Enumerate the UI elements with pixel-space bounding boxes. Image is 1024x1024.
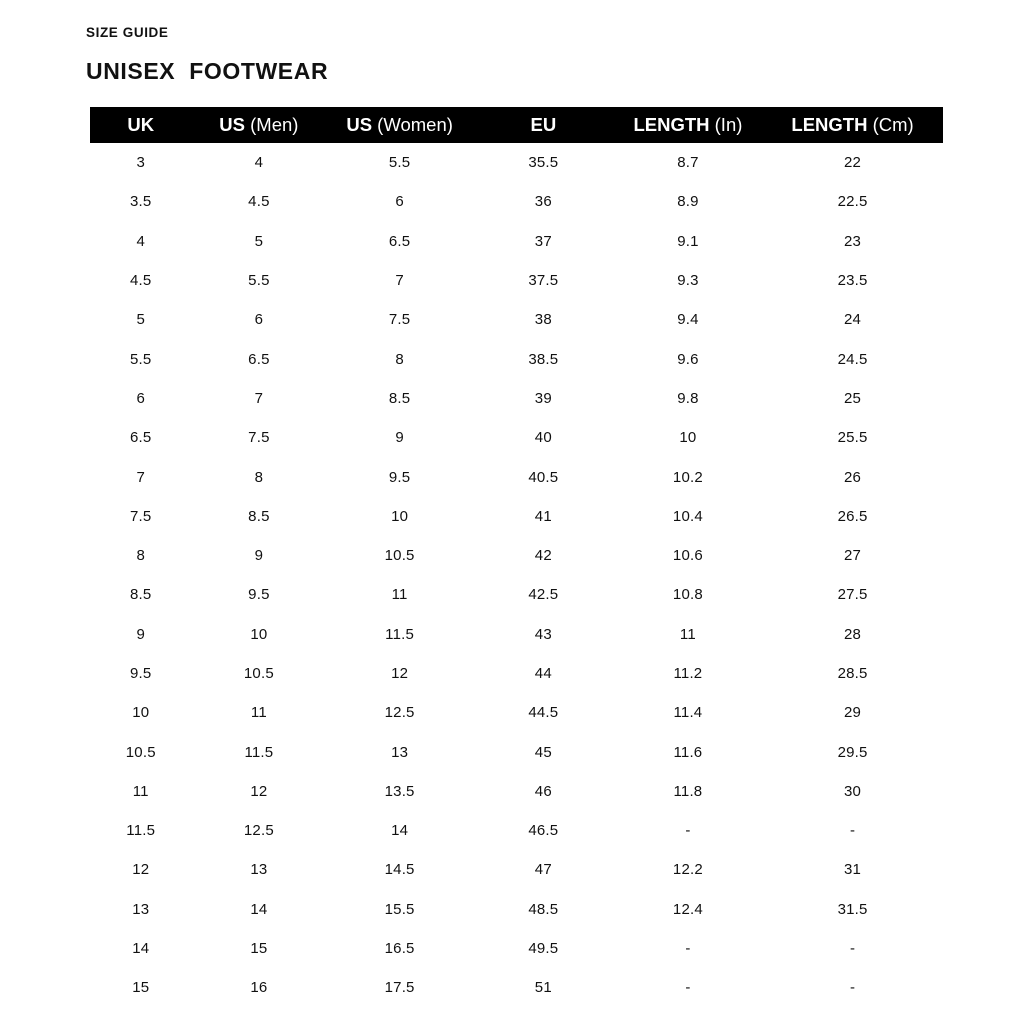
page-title: UNISEX FOOTWEAR <box>86 58 329 84</box>
cell-length-cm: 23 <box>844 232 862 250</box>
cell-eu: 40 <box>534 429 552 447</box>
cell-us-women: 10 <box>391 507 409 525</box>
cell-us-men: 10 <box>250 625 268 643</box>
cell-length-in: 9.8 <box>677 389 699 407</box>
cell-length-cm: 31.5 <box>837 900 868 918</box>
cell-length-cm: 27 <box>844 547 862 565</box>
table-row <box>90 497 943 536</box>
col-header-length-in <box>614 107 762 143</box>
cell-uk: 15 <box>132 979 150 997</box>
cell-us-men: 6.5 <box>248 350 270 368</box>
cell-length-cm: 24 <box>844 311 862 329</box>
cell-length-cm: 22.5 <box>837 193 868 211</box>
cell-length-in: - <box>685 979 691 997</box>
cell-length-in: 8.9 <box>677 193 699 211</box>
cell-uk: 7.5 <box>130 507 152 525</box>
cell-us-men: 11.5 <box>244 743 274 761</box>
cell-us-women: 14.5 <box>384 861 415 879</box>
table-row <box>90 418 943 457</box>
col-header-us-men-regular: (Men) <box>250 114 299 135</box>
table-row <box>90 772 943 811</box>
cell-us-men: 11 <box>250 704 267 722</box>
cell-length-in: 8.7 <box>677 154 699 172</box>
size-table-header <box>90 107 943 143</box>
cell-length-in: - <box>685 822 691 840</box>
size-guide-label: SIZE GUIDE <box>86 25 169 40</box>
cell-uk: 4.5 <box>130 272 152 290</box>
cell-us-women: 7.5 <box>388 311 411 329</box>
cell-length-in: 9.4 <box>677 311 699 329</box>
cell-length-in: 10.8 <box>672 586 703 604</box>
table-row <box>90 457 943 496</box>
cell-length-cm: 29.5 <box>837 743 868 761</box>
cell-uk: 8.5 <box>130 586 152 604</box>
cell-eu: 46 <box>534 782 552 800</box>
cell-us-women: 12.5 <box>384 704 415 722</box>
cell-us-men: 4 <box>254 154 264 172</box>
table-row <box>90 143 943 182</box>
table-row <box>90 379 943 418</box>
cell-eu: 41 <box>534 507 552 525</box>
col-header-us-men-bold: US <box>219 114 245 135</box>
cell-us-women: 12 <box>391 665 409 682</box>
cell-us-men: 7.5 <box>248 429 270 447</box>
cell-us-men: 4.5 <box>248 193 270 211</box>
col-header-uk <box>90 107 192 143</box>
cell-us-men: 5.5 <box>248 272 270 290</box>
size-table-body <box>90 143 943 1008</box>
col-header-length-cm <box>762 107 943 143</box>
cell-eu: 44.5 <box>528 704 559 722</box>
cell-length-cm: 24.5 <box>837 350 868 368</box>
table-row <box>90 222 943 261</box>
cell-length-in: 10.6 <box>672 547 703 565</box>
cell-us-women: 13 <box>391 743 409 761</box>
col-header-length-cm-bold: LENGTH <box>791 114 868 135</box>
cell-uk: 9 <box>136 625 146 643</box>
cell-us-men: 6 <box>254 311 264 329</box>
table-row <box>90 890 943 929</box>
cell-length-in: 11.4 <box>673 704 703 722</box>
cell-length-cm: 28.5 <box>837 665 868 682</box>
cell-eu: 39 <box>534 389 552 407</box>
cell-uk: 7 <box>136 468 146 486</box>
cell-us-women: 9 <box>395 429 404 447</box>
cell-length-in: 10.2 <box>672 468 703 486</box>
cell-length-cm: 31 <box>844 861 862 879</box>
cell-length-cm: 30 <box>844 782 862 800</box>
col-header-us-women-regular: (Women) <box>377 114 453 135</box>
cell-us-women: 14 <box>391 822 409 840</box>
cell-us-women: 5.5 <box>388 154 411 172</box>
cell-length-in: 9.3 <box>677 272 699 290</box>
cell-uk: 3.5 <box>130 193 152 211</box>
cell-us-men: 9.5 <box>248 586 270 604</box>
cell-us-women: 9.5 <box>388 468 411 486</box>
col-header-length-in-regular: (In) <box>714 114 743 135</box>
cell-us-men: 7 <box>254 389 264 407</box>
col-header-eu-bold: EU <box>530 114 557 135</box>
table-row <box>90 850 943 889</box>
cell-length-in: 11.2 <box>673 665 703 682</box>
cell-us-men: 12 <box>250 782 268 800</box>
cell-uk: 11 <box>132 782 149 800</box>
cell-us-men: 8 <box>254 468 264 486</box>
col-header-eu <box>473 107 614 143</box>
cell-eu: 36 <box>534 193 552 211</box>
cell-eu: 49.5 <box>528 940 559 958</box>
cell-eu: 37 <box>534 232 552 250</box>
cell-us-men: 12.5 <box>243 822 274 840</box>
cell-length-cm: 29 <box>844 704 862 722</box>
table-row <box>90 929 943 968</box>
cell-us-women: 10.5 <box>384 547 415 565</box>
cell-eu: 42.5 <box>528 586 559 604</box>
cell-uk: 4 <box>136 232 146 250</box>
cell-eu: 48.5 <box>528 900 559 918</box>
cell-us-men: 15 <box>250 940 268 958</box>
cell-us-women: 8.5 <box>388 389 411 407</box>
cell-uk: 14 <box>132 940 150 958</box>
cell-length-cm: 26 <box>844 468 862 486</box>
cell-uk: 5.5 <box>130 350 152 368</box>
cell-us-men: 14 <box>250 900 268 918</box>
cell-length-cm: 25 <box>844 389 862 407</box>
cell-uk: 10.5 <box>125 743 156 761</box>
cell-length-in: 11.8 <box>673 782 703 800</box>
cell-length-cm: 26.5 <box>837 507 868 525</box>
cell-length-cm: - <box>849 979 856 997</box>
size-table <box>90 107 943 1008</box>
cell-uk: 11.5 <box>126 822 156 840</box>
table-row <box>90 732 943 771</box>
cell-uk: 6 <box>136 389 146 407</box>
cell-uk: 9.5 <box>130 665 152 682</box>
cell-eu: 44 <box>534 665 552 682</box>
cell-uk: 12 <box>132 861 150 879</box>
cell-length-in: 11.6 <box>673 743 703 761</box>
cell-eu: 47 <box>534 861 552 879</box>
cell-us-women: 17.5 <box>384 979 415 997</box>
table-row <box>90 811 943 850</box>
cell-uk: 10 <box>132 704 150 722</box>
cell-eu: 38 <box>534 311 552 329</box>
cell-us-men: 16 <box>250 979 268 997</box>
cell-length-cm: 22 <box>844 154 862 172</box>
col-header-length-in-bold: LENGTH <box>633 114 710 135</box>
cell-us-men: 10.5 <box>243 665 274 682</box>
cell-eu: 45 <box>534 743 552 761</box>
col-header-us-women-bold: US <box>346 114 373 135</box>
cell-us-women: 7 <box>395 272 404 290</box>
table-row <box>90 654 943 693</box>
cell-eu: 51 <box>534 979 552 997</box>
table-row <box>90 615 943 654</box>
cell-eu: 37.5 <box>528 272 559 290</box>
cell-uk: 6.5 <box>130 429 152 447</box>
cell-us-women: 11.5 <box>385 625 415 643</box>
cell-uk: 3 <box>136 154 146 172</box>
cell-eu: 38.5 <box>528 350 559 368</box>
cell-uk: 5 <box>136 311 146 329</box>
cell-length-cm: 23.5 <box>837 272 868 290</box>
cell-length-in: 9.1 <box>677 232 699 250</box>
cell-uk: 8 <box>136 547 146 565</box>
cell-length-cm: 27.5 <box>837 586 868 604</box>
cell-length-in: 9.6 <box>677 350 699 368</box>
header-row <box>90 107 943 143</box>
cell-uk: 13 <box>132 900 150 918</box>
cell-us-women: 13.5 <box>384 782 415 800</box>
cell-length-cm: 25.5 <box>837 429 868 447</box>
cell-eu: 42 <box>534 547 552 565</box>
table-row <box>90 339 943 378</box>
cell-length-in: 11 <box>679 625 696 643</box>
cell-us-women: 6.5 <box>388 232 411 250</box>
cell-length-in: 12.2 <box>672 861 703 879</box>
cell-us-men: 9 <box>254 547 264 565</box>
cell-eu: 35.5 <box>528 154 559 172</box>
cell-length-in: - <box>685 940 691 958</box>
cell-us-women: 8 <box>395 350 404 368</box>
cell-length-in: 12.4 <box>672 900 703 918</box>
col-header-us-men <box>192 107 327 143</box>
table-row <box>90 575 943 614</box>
cell-length-in: 10.4 <box>672 507 703 525</box>
cell-length-cm: - <box>849 940 856 958</box>
cell-us-women: 6 <box>395 193 404 211</box>
cell-eu: 40.5 <box>528 468 559 486</box>
cell-eu: 43 <box>534 625 552 643</box>
col-header-uk-bold: UK <box>127 114 155 135</box>
col-header-length-cm-regular: (Cm) <box>872 114 914 135</box>
col-header-us-women <box>326 107 473 143</box>
table-row <box>90 693 943 732</box>
cell-us-women: 11 <box>391 586 408 604</box>
table-row <box>90 182 943 221</box>
cell-us-women: 16.5 <box>384 940 415 958</box>
cell-length-in: 10 <box>679 429 697 447</box>
table-row <box>90 300 943 339</box>
cell-us-men: 8.5 <box>248 507 270 525</box>
cell-us-men: 5 <box>254 232 264 250</box>
table-row <box>90 536 943 575</box>
cell-us-men: 13 <box>250 861 268 879</box>
table-row <box>90 261 943 300</box>
cell-eu: 46.5 <box>528 822 559 840</box>
cell-us-women: 15.5 <box>384 900 415 918</box>
cell-length-cm: 28 <box>844 625 862 643</box>
table-row <box>90 968 943 1007</box>
cell-length-cm: - <box>849 822 856 840</box>
